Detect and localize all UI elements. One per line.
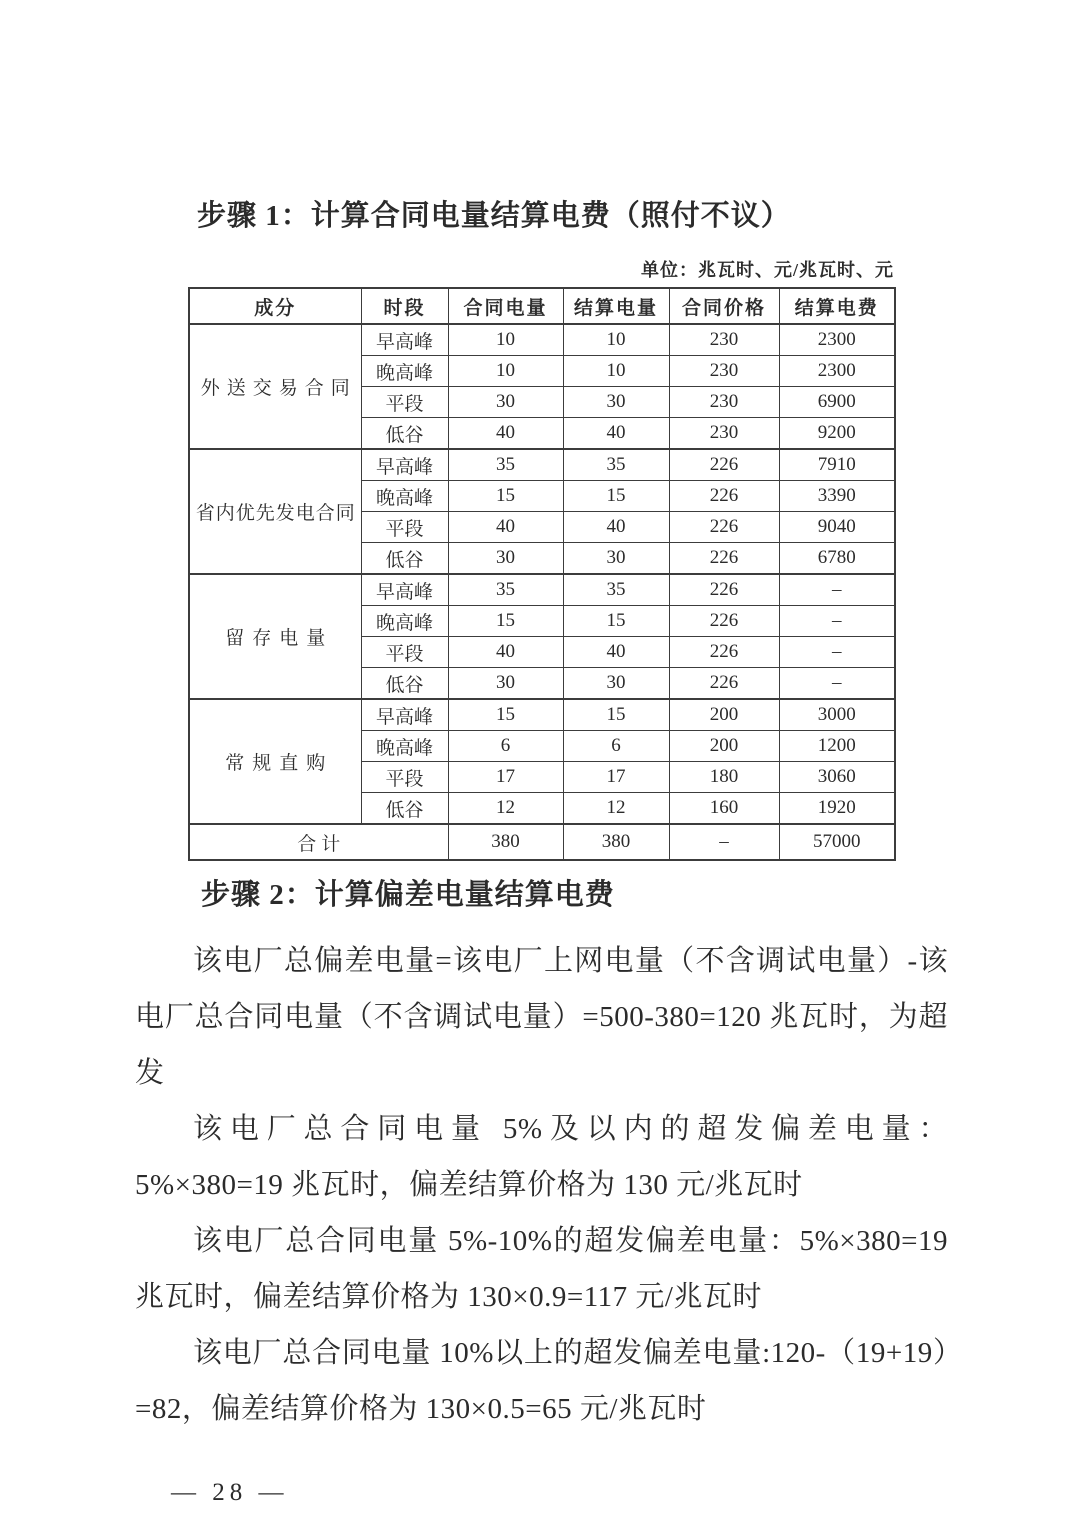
contract-qty-cell: 40 xyxy=(448,637,563,668)
contract-qty-cell: 10 xyxy=(448,324,563,356)
price-cell: 226 xyxy=(669,481,779,512)
total-fee-cell: 57000 xyxy=(779,824,895,860)
fee-cell: 6780 xyxy=(779,543,895,575)
settle-qty-cell: 30 xyxy=(563,387,669,418)
unit-note: 单位：兆瓦时、元/兆瓦时、元 xyxy=(641,260,894,280)
price-cell: 226 xyxy=(669,606,779,637)
price-cell: 230 xyxy=(669,418,779,450)
column-header-contract-price: 合同价格 xyxy=(669,288,779,324)
fee-cell: 7910 xyxy=(779,449,895,481)
contract-qty-cell: 10 xyxy=(448,356,563,387)
step1-title: 步骤 1：计算合同电量结算电费（照付不议） xyxy=(197,200,791,232)
price-cell: 230 xyxy=(669,324,779,356)
period-cell: 低谷 xyxy=(361,793,448,825)
settle-qty-cell: 6 xyxy=(563,731,669,762)
contract-qty-cell: 6 xyxy=(448,731,563,762)
column-header-component: 成分 xyxy=(189,288,361,324)
settle-qty-cell: 35 xyxy=(563,449,669,481)
settle-qty-cell: 15 xyxy=(563,481,669,512)
period-cell: 早高峰 xyxy=(361,324,448,356)
settle-qty-cell: 15 xyxy=(563,699,669,731)
settle-qty-cell: 30 xyxy=(563,543,669,575)
step2-title: 步骤 2：计算偏差电量结算电费 xyxy=(201,879,615,911)
total-contract-qty-cell: 380 xyxy=(448,824,563,860)
table-section xyxy=(188,258,894,861)
fee-cell: 2300 xyxy=(779,324,895,356)
fee-cell: 3000 xyxy=(779,699,895,731)
settle-qty-cell: 15 xyxy=(563,606,669,637)
settle-qty-cell: 30 xyxy=(563,668,669,700)
price-cell: 200 xyxy=(669,699,779,731)
fee-cell: – xyxy=(779,574,895,606)
period-cell: 低谷 xyxy=(361,543,448,575)
price-cell: 226 xyxy=(669,668,779,700)
contract-qty-cell: 30 xyxy=(448,668,563,700)
contract-qty-cell: 40 xyxy=(448,512,563,543)
period-cell: 平段 xyxy=(361,512,448,543)
page-number: — 28 — xyxy=(171,1479,289,1506)
contract-qty-cell: 30 xyxy=(448,543,563,575)
price-cell: 226 xyxy=(669,574,779,606)
fee-cell: – xyxy=(779,637,895,668)
fee-cell: – xyxy=(779,606,895,637)
total-row xyxy=(189,824,895,860)
paragraph-within-5pct: 该电厂总合同电量 5%及以内的超发偏差电量：5%×380=19 兆瓦时，偏差结算价格为 130 元/兆瓦时 xyxy=(135,1113,948,1201)
contract-qty-cell: 35 xyxy=(448,449,563,481)
settle-qty-cell: 40 xyxy=(563,637,669,668)
period-cell: 平段 xyxy=(361,762,448,793)
period-cell: 低谷 xyxy=(361,668,448,700)
fee-cell: 1920 xyxy=(779,793,895,825)
column-header-settle-fee: 结算电费 xyxy=(779,288,895,324)
settle-qty-cell: 40 xyxy=(563,512,669,543)
contract-qty-cell: 30 xyxy=(448,387,563,418)
contract-qty-cell: 40 xyxy=(448,418,563,450)
contract-qty-cell: 15 xyxy=(448,699,563,731)
settle-qty-cell: 10 xyxy=(563,356,669,387)
table-header-row xyxy=(189,288,895,324)
contract-qty-cell: 17 xyxy=(448,762,563,793)
price-cell: 226 xyxy=(669,512,779,543)
paragraph-5-to-10pct: 该电厂总合同电量 5%-10%的超发偏差电量：5%×380=19 兆瓦时，偏差结算价格为 130×0.9=117 元/兆瓦时 xyxy=(135,1225,948,1313)
settle-qty-cell: 17 xyxy=(563,762,669,793)
period-cell: 晚高峰 xyxy=(361,731,448,762)
fee-cell: 2300 xyxy=(779,356,895,387)
table-row xyxy=(189,324,895,356)
body-text xyxy=(135,933,948,1437)
price-cell: 230 xyxy=(669,356,779,387)
fee-cell: 9200 xyxy=(779,418,895,450)
price-cell: 226 xyxy=(669,449,779,481)
price-cell: 160 xyxy=(669,793,779,825)
group-name-cell: 外送交易合同 xyxy=(189,324,361,449)
table-row xyxy=(189,574,895,606)
fee-cell: 3390 xyxy=(779,481,895,512)
period-cell: 平段 xyxy=(361,387,448,418)
contract-qty-cell: 12 xyxy=(448,793,563,825)
period-cell: 低谷 xyxy=(361,418,448,450)
settle-qty-cell: 35 xyxy=(563,574,669,606)
fee-cell: – xyxy=(779,668,895,700)
contract-qty-cell: 15 xyxy=(448,481,563,512)
period-cell: 早高峰 xyxy=(361,574,448,606)
contract-qty-cell: 35 xyxy=(448,574,563,606)
group-name-cell: 留存电量 xyxy=(189,574,361,699)
period-cell: 晚高峰 xyxy=(361,481,448,512)
total-settle-qty-cell: 380 xyxy=(563,824,669,860)
period-cell: 早高峰 xyxy=(361,699,448,731)
price-cell: 226 xyxy=(669,637,779,668)
group-name-cell: 省内优先发电合同 xyxy=(189,449,361,574)
period-cell: 晚高峰 xyxy=(361,606,448,637)
total-price-cell: – xyxy=(669,824,779,860)
period-cell: 早高峰 xyxy=(361,449,448,481)
price-cell: 200 xyxy=(669,731,779,762)
paragraph-above-10pct: 该电厂总合同电量 10%以上的超发偏差电量:120-（19+19）=82，偏差结算价格为 130×0.5=65 元/兆瓦时 xyxy=(135,1337,948,1425)
settle-qty-cell: 12 xyxy=(563,793,669,825)
period-cell: 平段 xyxy=(361,637,448,668)
settlement-table xyxy=(188,287,896,861)
table-row xyxy=(189,699,895,731)
paragraph-deviation-total: 该电厂总偏差电量=该电厂上网电量（不含调试电量）-该电厂总合同电量（不含调试电量）=500-380=120 兆瓦时，为超发 xyxy=(135,945,948,1089)
price-cell: 226 xyxy=(669,543,779,575)
fee-cell: 1200 xyxy=(779,731,895,762)
column-header-contract-qty: 合同电量 xyxy=(448,288,563,324)
price-cell: 230 xyxy=(669,387,779,418)
period-cell: 晚高峰 xyxy=(361,356,448,387)
column-header-settle-qty: 结算电量 xyxy=(563,288,669,324)
price-cell: 180 xyxy=(669,762,779,793)
fee-cell: 9040 xyxy=(779,512,895,543)
column-header-period: 时段 xyxy=(361,288,448,324)
fee-cell: 6900 xyxy=(779,387,895,418)
settle-qty-cell: 40 xyxy=(563,418,669,450)
group-name-cell: 常规直购 xyxy=(189,699,361,824)
settle-qty-cell: 10 xyxy=(563,324,669,356)
table-row xyxy=(189,449,895,481)
contract-qty-cell: 15 xyxy=(448,606,563,637)
fee-cell: 3060 xyxy=(779,762,895,793)
total-label-cell: 合计 xyxy=(189,824,448,860)
